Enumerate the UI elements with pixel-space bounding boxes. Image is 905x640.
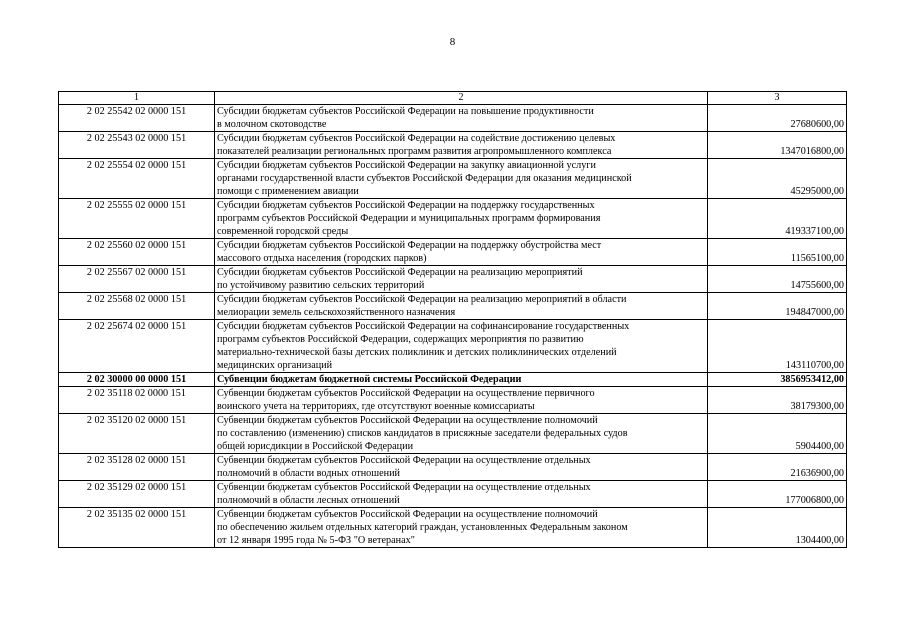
table-row bbox=[59, 199, 847, 239]
description-cell bbox=[215, 239, 708, 266]
description-line: медицинских организаций bbox=[217, 360, 333, 371]
amount-cell: 1304400,00 bbox=[708, 508, 847, 548]
description-line: мелиорации земель сельскохозяйственного назначения bbox=[217, 307, 456, 318]
description-cell bbox=[215, 293, 708, 320]
description-line: материально-технической базы детских поликлиник и детских поликлинических отделений bbox=[217, 347, 617, 358]
description-line: от 12 января 1995 года № 5-ФЗ "О ветеранах" bbox=[217, 535, 415, 546]
amount-cell: 177006800,00 bbox=[708, 481, 847, 508]
description-cell bbox=[215, 199, 708, 239]
description-line: программ субъектов Российской Федерации и муниципальных программ формирования bbox=[217, 213, 601, 224]
description-cell bbox=[215, 454, 708, 481]
description-line: по обеспечению жильем отдельных категорий граждан, установленных Федеральным законом bbox=[217, 522, 628, 533]
amount-cell: 21636900,00 bbox=[708, 454, 847, 481]
table-row bbox=[59, 105, 847, 132]
description-line: Субсидии бюджетам субъектов Российской Федерации на поддержку государственных bbox=[217, 200, 595, 211]
amount-cell: 38179300,00 bbox=[708, 387, 847, 414]
description-line: органами государственной власти субъектов Российской Федерации для оказания медицинской bbox=[217, 173, 632, 184]
description-line: по составлению (изменению) списков кандидатов в присяжные заседатели федеральных судов bbox=[217, 428, 628, 439]
description-line: Субсидии бюджетам субъектов Российской Федерации на закупку авиационной услуги bbox=[217, 160, 596, 171]
amount-cell: 194847000,00 bbox=[708, 293, 847, 320]
budget-code-cell: 2 02 25567 02 0000 151 bbox=[59, 266, 215, 293]
table-row bbox=[59, 481, 847, 508]
description-cell bbox=[215, 320, 708, 373]
amount-cell: 27680600,00 bbox=[708, 105, 847, 132]
budget-code-cell: 2 02 25543 02 0000 151 bbox=[59, 132, 215, 159]
description-cell bbox=[215, 159, 708, 199]
description-cell bbox=[215, 387, 708, 414]
description-cell bbox=[215, 105, 708, 132]
column-number-row bbox=[59, 92, 847, 105]
description-line: полномочий в области лесных отношений bbox=[217, 495, 400, 506]
budget-code-cell: 2 02 25568 02 0000 151 bbox=[59, 293, 215, 320]
budget-revenue-table bbox=[58, 91, 847, 548]
description-cell bbox=[215, 508, 708, 548]
budget-code-cell: 2 02 25542 02 0000 151 bbox=[59, 105, 215, 132]
description-cell bbox=[215, 373, 708, 387]
budget-code-cell: 2 02 35120 02 0000 151 bbox=[59, 414, 215, 454]
description-line: общей юрисдикции в Российской Федерации bbox=[217, 441, 414, 452]
description-cell bbox=[215, 266, 708, 293]
description-line: современной городской среды bbox=[217, 226, 349, 237]
description-line: Субвенции бюджетам субъектов Российской Федерации на осуществление отдельных bbox=[217, 482, 591, 493]
budget-code-cell: 2 02 35129 02 0000 151 bbox=[59, 481, 215, 508]
budget-code-cell: 2 02 25674 02 0000 151 bbox=[59, 320, 215, 373]
description-line: Субвенции бюджетам субъектов Российской Федерации на осуществление полномочий bbox=[217, 415, 598, 426]
column-number-3: 3 bbox=[708, 92, 847, 105]
table-row bbox=[59, 159, 847, 199]
page-number: 8 bbox=[449, 36, 456, 48]
table-row bbox=[59, 508, 847, 548]
table-row bbox=[59, 266, 847, 293]
description-line: Субвенции бюджетам субъектов Российской Федерации на осуществление отдельных bbox=[217, 455, 591, 466]
amount-cell: 1347016800,00 bbox=[708, 132, 847, 159]
description-line: Субвенции бюджетам бюджетной системы Российской Федерации bbox=[217, 374, 522, 385]
description-line: массового отдыха населения (городских парков) bbox=[217, 253, 427, 264]
budget-code-cell: 2 02 35135 02 0000 151 bbox=[59, 508, 215, 548]
table-row bbox=[59, 373, 847, 387]
column-number-1: 1 bbox=[59, 92, 215, 105]
budget-code-cell: 2 02 35118 02 0000 151 bbox=[59, 387, 215, 414]
description-line: по устойчивому развитию сельских территорий bbox=[217, 280, 425, 291]
amount-cell: 3856953412,00 bbox=[708, 373, 847, 387]
amount-cell: 143110700,00 bbox=[708, 320, 847, 373]
description-line: Субвенции бюджетам субъектов Российской Федерации на осуществление полномочий bbox=[217, 509, 598, 520]
budget-code-cell: 2 02 25554 02 0000 151 bbox=[59, 159, 215, 199]
description-line: Субсидии бюджетам субъектов Российской Федерации на софинансирование государственных bbox=[217, 321, 630, 332]
budget-code-cell: 2 02 30000 00 0000 151 bbox=[59, 373, 215, 387]
table-row bbox=[59, 387, 847, 414]
description-line: воинского учета на территориях, где отсутствуют военные комиссариаты bbox=[217, 401, 535, 412]
table-row bbox=[59, 320, 847, 373]
budget-code-cell: 2 02 25560 02 0000 151 bbox=[59, 239, 215, 266]
description-line: программ субъектов Российской Федерации, содержащих мероприятия по развитию bbox=[217, 334, 584, 345]
description-line: помощи с применением авиации bbox=[217, 186, 359, 197]
description-cell bbox=[215, 481, 708, 508]
description-line: Субвенции бюджетам субъектов Российской Федерации на осуществление первичного bbox=[217, 388, 595, 399]
amount-cell: 14755600,00 bbox=[708, 266, 847, 293]
table-row bbox=[59, 454, 847, 481]
amount-cell: 5904400,00 bbox=[708, 414, 847, 454]
description-line: показателей реализации региональных программ развития агропромышленного комплекса bbox=[217, 146, 612, 157]
description-line: полномочий в области водных отношений bbox=[217, 468, 400, 479]
table-row bbox=[59, 239, 847, 266]
table-row bbox=[59, 132, 847, 159]
description-line: в молочном скотоводстве bbox=[217, 119, 327, 130]
description-line: Субсидии бюджетам субъектов Российской Федерации на повышение продуктивности bbox=[217, 106, 594, 117]
column-number-2: 2 bbox=[215, 92, 708, 105]
description-cell bbox=[215, 414, 708, 454]
budget-code-cell: 2 02 25555 02 0000 151 bbox=[59, 199, 215, 239]
description-line: Субсидии бюджетам субъектов Российской Федерации на содействие достижению целевых bbox=[217, 133, 616, 144]
description-line: Субсидии бюджетам субъектов Российской Федерации на реализацию мероприятий bbox=[217, 267, 583, 278]
amount-cell: 45295000,00 bbox=[708, 159, 847, 199]
description-line: Субсидии бюджетам субъектов Российской Федерации на реализацию мероприятий в области bbox=[217, 294, 627, 305]
table-row bbox=[59, 414, 847, 454]
budget-code-cell: 2 02 35128 02 0000 151 bbox=[59, 454, 215, 481]
amount-cell: 419337100,00 bbox=[708, 199, 847, 239]
description-line: Субсидии бюджетам субъектов Российской Федерации на поддержку обустройства мест bbox=[217, 240, 602, 251]
description-cell bbox=[215, 132, 708, 159]
amount-cell: 11565100,00 bbox=[708, 239, 847, 266]
table-row bbox=[59, 293, 847, 320]
